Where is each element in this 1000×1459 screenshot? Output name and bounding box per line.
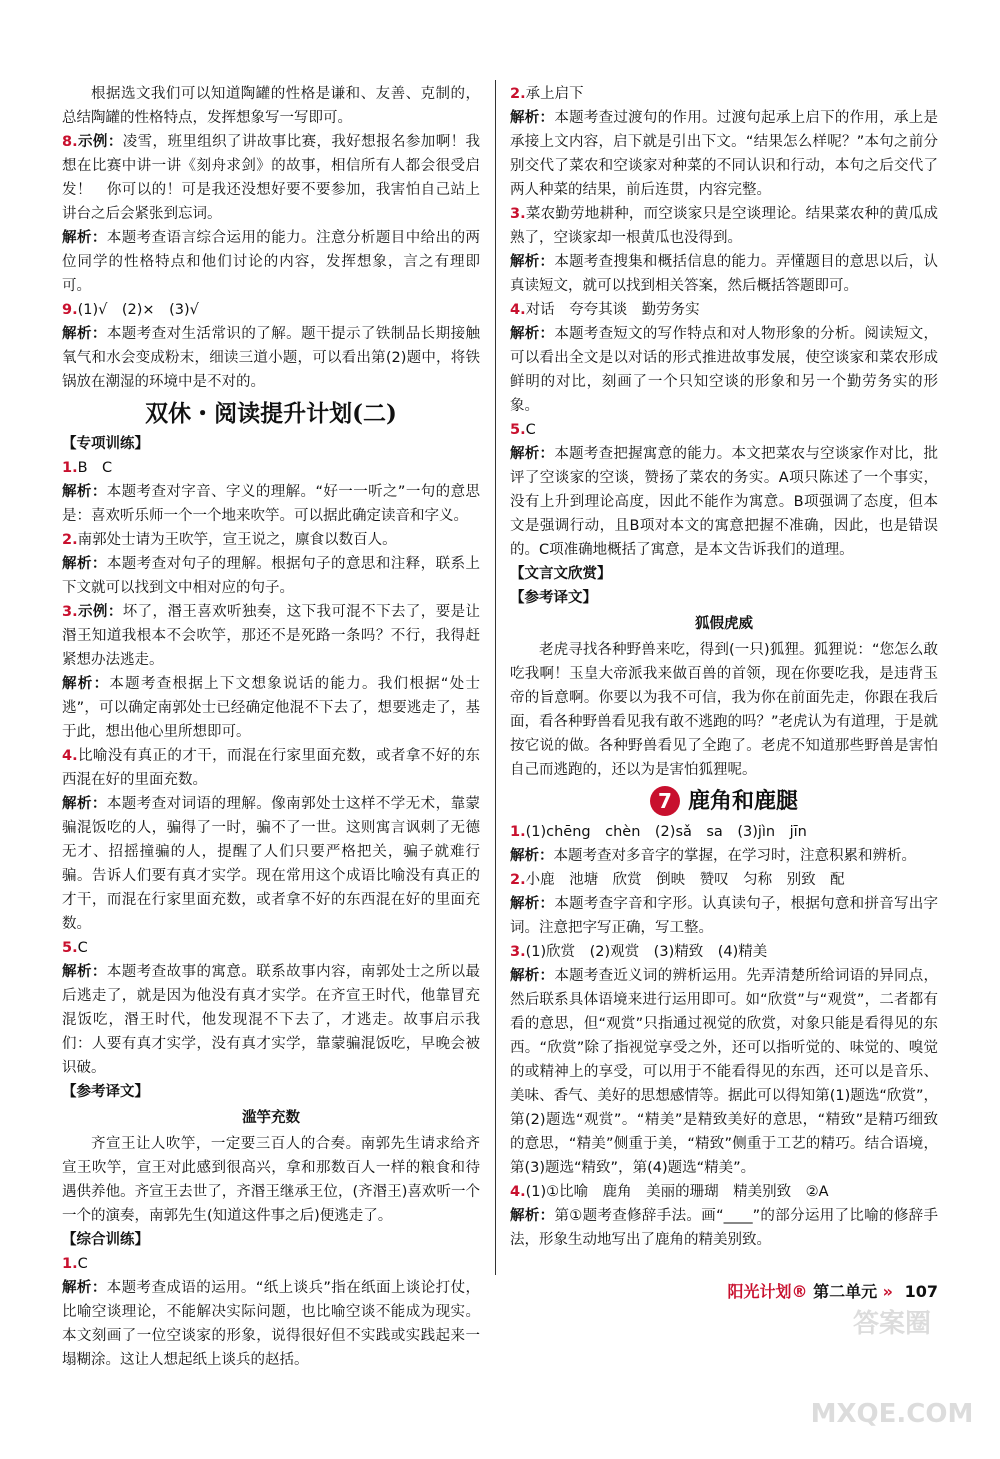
answer-item bbox=[510, 202, 938, 250]
label-tag: 解析： bbox=[510, 446, 555, 462]
question-number: 5. bbox=[62, 940, 78, 956]
answer-item bbox=[62, 600, 480, 672]
left-column bbox=[62, 82, 480, 1372]
text-paragraph bbox=[62, 1132, 480, 1228]
paragraph-text: 本题考查对词语的理解。像南郭处士这样不学无术，靠蒙骗混饭吃的人，骗得了一时，骗不了一世。这则寓言讽刺了无德无才、招摇撞骗的人，提醒了人们只要严格把关，骗子就难行骗。告诉人们要有真才实学。现在常用这个成语比喻没有真正的才干，而混在行家里面充数，或者拿不好的东西混在好的里面充数。 bbox=[62, 796, 481, 932]
lesson-number-badge: 7 bbox=[650, 786, 680, 816]
paragraph-text: C bbox=[77, 940, 88, 956]
paragraph-text: 本题考查字音和字形。认真读句子，根据句意和拼音写出字词。注意把字写正确，写工整。 bbox=[510, 896, 939, 936]
paragraph-text: 第①题考查修辞手法。画“____”的部分运用了比喻的修辞手法，形象生动地写出了鹿角的精美别致。 bbox=[510, 1208, 938, 1248]
right-column bbox=[510, 82, 938, 1252]
paragraph-text: (1)①比喻 鹿角 美丽的珊瑚 精美别致 ②A bbox=[525, 1184, 829, 1200]
question-number: 4. bbox=[62, 748, 78, 764]
paragraph-text: (1)chēng chèn (2)sǎ sa (3)jìn jīn bbox=[525, 824, 807, 840]
question-number: 3. bbox=[62, 604, 78, 620]
question-number: 2. bbox=[510, 86, 526, 102]
analysis-paragraph bbox=[62, 226, 480, 298]
question-number: 1. bbox=[62, 460, 78, 476]
label-tag: 解析： bbox=[62, 230, 107, 246]
answer-item bbox=[62, 130, 480, 226]
paragraph-text: 本题考查成语的运用。“纸上谈兵”指在纸面上谈论打仗，比喻空谈理论，不能解决实际问题，也比喻空谈不能成为现实。本文刻画了一位空谈家的形象，说得很好但不实践或实践起来一塌糊涂。这让人想起纸上谈兵的赵括。 bbox=[62, 1280, 480, 1368]
section-label: 【参考译文】 bbox=[62, 1084, 149, 1100]
answer-item bbox=[62, 744, 480, 792]
answer-item bbox=[510, 940, 938, 964]
analysis-paragraph bbox=[510, 106, 938, 202]
analysis-paragraph bbox=[62, 480, 480, 528]
paragraph-text: 菜农勤劳地耕种，而空谈家只是空谈理论。结果菜农种的黄瓜成熟了，空谈家却一根黄瓜也没得到。 bbox=[510, 206, 938, 246]
label-tag: 解析： bbox=[510, 968, 555, 984]
lesson-heading bbox=[510, 786, 938, 816]
analysis-paragraph bbox=[510, 964, 938, 1180]
paragraph-text: 小鹿 池塘 欣赏 倒映 赞叹 匀称 别致 配 bbox=[525, 872, 845, 888]
answer-item bbox=[510, 820, 938, 844]
analysis-paragraph bbox=[510, 1204, 938, 1252]
paragraph-text: 根据选文我们可以知道陶罐的性格是谦和、友善、克制的，总结陶罐的性格特点，发挥想象写一写即可。 bbox=[62, 86, 480, 126]
paragraph-text: 本题考查搜集和概括信息的能力。弄懂题目的意思以后，认真读短文，就可以找到相关答案，然后概括答题即可。 bbox=[510, 254, 939, 294]
label-tag: 解析： bbox=[62, 796, 107, 812]
paragraph-text: 承上启下 bbox=[525, 86, 584, 102]
text-paragraph bbox=[510, 638, 938, 782]
question-number: 5. bbox=[510, 422, 526, 438]
paragraph-text: 对话 夸夸其谈 勤劳务实 bbox=[525, 302, 700, 318]
analysis-paragraph bbox=[510, 892, 938, 940]
label-tag: 解析： bbox=[510, 1208, 555, 1224]
paragraph-text: B C bbox=[77, 460, 113, 476]
column-divider bbox=[495, 80, 496, 1275]
paragraph-text: 坏了，湣王喜欢听独奏，这下我可混不下去了，要是让湣王知道我根本不会吹竽，那还不是死路一条吗？不行，我得赶紧想办法逃走。 bbox=[62, 604, 481, 668]
label-tag: 解析： bbox=[62, 484, 107, 500]
label-tag: 示例： bbox=[77, 134, 123, 150]
paragraph-text: 本题考查对句子的理解。根据句子的意思和注释，联系上下文就可以找到文中相对应的句子。 bbox=[62, 556, 481, 596]
paragraph-text: 本题考查对字音、字义的理解。“好一一听之”一句的意思是：喜欢听乐师一个一个地来吹竽。可以据此确定读音和字义。 bbox=[62, 484, 480, 524]
passage-title: 滥竽充数 bbox=[242, 1110, 300, 1126]
paragraph-text: 本题考查故事的寓意。联系故事内容，南郭处士之所以最后逃走了，就是因为他没有真才实学。在齐宣王时代，他靠冒充混饭吃，湣王时代，他发现混不下去了，才逃走。故事启示我们：人要有真才实学，没有真才实学，靠蒙骗混饭吃，早晚会被识破。 bbox=[62, 964, 481, 1076]
answer-item bbox=[510, 1180, 938, 1204]
question-number: 1. bbox=[62, 1256, 78, 1272]
question-number: 2. bbox=[510, 872, 526, 888]
analysis-paragraph bbox=[62, 322, 480, 394]
label-tag: 解析： bbox=[510, 848, 554, 864]
footer-brand: 阳光计划® bbox=[727, 1282, 808, 1301]
question-number: 1. bbox=[510, 824, 526, 840]
paragraph-text: 南郭处士请为王吹竽，宣王说之，廪食以数百人。 bbox=[77, 532, 397, 548]
label-tag: 解析： bbox=[510, 896, 555, 912]
question-number: 4. bbox=[510, 1184, 526, 1200]
section-label: 【参考译文】 bbox=[510, 590, 597, 606]
paragraph-text: 老虎寻找各种野兽来吃，得到(一只)狐狸。狐狸说：“您怎么敢吃我啊！玉皇大帝派我来做百兽的首领，现在你要吃我，是违背玉帝的旨意啊。你要以为我不可信，我为你在前面先走，你跟在我后面，看各种野兽看见我有敢不逃跑的吗？”老虎认为有道理，于是就按它说的做。各种野兽看见了全跑了。老虎不知道那些野兽是害怕自己而逃跑的，还以为是害怕狐狸呢。 bbox=[510, 642, 939, 778]
analysis-paragraph bbox=[510, 250, 938, 298]
text-paragraph bbox=[62, 82, 480, 130]
paragraph-text: 本题考查近义词的辨析运用。先弄清楚所给词语的异同点，然后联系具体语境来进行运用即可。如“欣赏”与“观赏”，二者都有看的意思，但“观赏”只指通过视觉的欣赏，对象只能是看得见的东西。“欣赏”除了指视觉享受之外，还可以指听觉的、味觉的、嗅觉的或精神上的享受，可以用于不能看得见的东西，还可以是音乐、美味、香气、美好的思想感情等。据此可以得知第(1)题选“欣赏”，第(2)题选“观赏”。“精美”是精致美好的意思，“精致”是精巧细致的意思，“精美”侧重于美，“精致”侧重于工艺的精巧。结合语境，第(3)题选“精致”，第(4)题选“精美”。 bbox=[510, 968, 939, 1176]
section-label: 【专项训练】 bbox=[62, 436, 149, 452]
footer-arrows: » bbox=[882, 1282, 894, 1301]
section-title: 双休・阅读提升计划(二) bbox=[145, 400, 397, 427]
paragraph-text: 比喻没有真正的才干，而混在行家里面充数，或者拿不好的东西混在好的里面充数。 bbox=[62, 748, 480, 788]
paragraph-text: 本题考查短文的写作特点和对人物形象的分析。阅读短文，可以看出全文是以对话的形式推进故事发展，使空谈家和菜农形成鲜明的对比，刻画了一个只知空谈的形象和另一个勤劳务实的形象。 bbox=[510, 326, 939, 414]
question-number: 4. bbox=[510, 302, 526, 318]
analysis-paragraph bbox=[62, 960, 480, 1080]
answer-item bbox=[62, 1252, 480, 1276]
paragraph-text: (1)√ (2)× (3)√ bbox=[77, 302, 199, 318]
paragraph-text: 凌雪，班里组织了讲故事比赛，我好想报名参加啊！我想在比赛中讲一讲《刻舟求剑》的故事，相信所有人都会很受启发！ 你可以的！可是我还没想好要不要参加，我害怕自己站上讲台之后会紧张到忘词。 bbox=[62, 134, 481, 222]
label-tag: 解析： bbox=[510, 254, 555, 270]
answer-item bbox=[62, 936, 480, 960]
answer-item bbox=[510, 298, 938, 322]
section-label: 【文言文欣赏】 bbox=[510, 566, 612, 582]
paragraph-text: 本题考查对生活常识的了解。题干提示了铁制品长期接触氧气和水会变成粉末，细读三道小题，可以看出第(2)题中，将铁锅放在潮湿的环境中是不对的。 bbox=[62, 326, 481, 390]
paragraph-text: C bbox=[525, 422, 536, 438]
label-tag: 解析： bbox=[62, 1280, 107, 1296]
footer-unit: 第二单元 bbox=[813, 1282, 878, 1301]
watermark: 答案圈 MXQE.COM bbox=[810, 1309, 974, 1429]
answer-item bbox=[62, 456, 480, 480]
paragraph-text: (1)欣赏 (2)观赏 (3)精致 (4)精美 bbox=[525, 944, 768, 960]
label-tag: 解析： bbox=[62, 326, 107, 342]
passage-title: 狐假虎威 bbox=[695, 616, 753, 632]
lesson-title: 鹿角和鹿腿 bbox=[687, 788, 798, 814]
answer-item bbox=[62, 528, 480, 552]
answer-item bbox=[510, 418, 938, 442]
question-number: 8. bbox=[62, 134, 78, 150]
paragraph-text: C bbox=[77, 1256, 88, 1272]
label-tag: 解析： bbox=[62, 676, 110, 692]
label-tag: 示例： bbox=[77, 604, 123, 620]
analysis-paragraph bbox=[510, 322, 938, 418]
answer-item bbox=[510, 82, 938, 106]
label-tag: 解析： bbox=[62, 556, 107, 572]
paragraph-text: 本题考查根据上下文想象说话的能力。我们根据“处士逃”，可以确定南郭处士已经确定他混不下去了，想要逃走了，基于此，想出他心里所想即可。 bbox=[62, 676, 481, 740]
page-number: 107 bbox=[904, 1282, 938, 1301]
label-tag: 解析： bbox=[510, 326, 555, 342]
question-number: 3. bbox=[510, 944, 526, 960]
answer-item bbox=[510, 868, 938, 892]
analysis-paragraph bbox=[62, 552, 480, 600]
section-label: 【综合训练】 bbox=[62, 1232, 149, 1248]
answer-item bbox=[62, 298, 480, 322]
paragraph-text: 本题考查把握寓意的能力。本文把菜农与空谈家作对比，批评了空谈家的空谈，赞扬了菜农的务实。A项只陈述了一个事实，没有上升到理论高度，因此不能作为寓意。B项强调了态度，但本文是强调行动，且B项对本文的寓意把握不准确，因此，也是错误的。C项准确地概括了寓意，是本文告诉我们的道理。 bbox=[510, 446, 939, 558]
analysis-paragraph bbox=[510, 442, 938, 562]
analysis-paragraph bbox=[62, 672, 480, 744]
paragraph-text: 齐宣王让人吹竽，一定要三百人的合奏。南郭先生请求给齐宣王吹竽，宣王对此感到很高兴，拿和那数百人一样的粮食和待遇供养他。齐宣王去世了，齐湣王继承王位，(齐湣王)喜欢听一个一个的演奏，南郭先生(知道这件事之后)便逃走了。 bbox=[62, 1136, 480, 1224]
analysis-paragraph bbox=[62, 1276, 480, 1372]
question-number: 3. bbox=[510, 206, 526, 222]
analysis-paragraph bbox=[510, 844, 938, 868]
question-number: 9. bbox=[62, 302, 78, 318]
paragraph-text: 本题考查语言综合运用的能力。注意分析题目中给出的两位同学的性格特点和他们讨论的内容，发挥想象，言之有理即可。 bbox=[62, 230, 481, 294]
question-number: 2. bbox=[62, 532, 78, 548]
analysis-paragraph bbox=[62, 792, 480, 936]
label-tag: 解析： bbox=[510, 110, 555, 126]
paragraph-text: 本题考查对多音字的掌握，在学习时，注意积累和辨析。 bbox=[553, 848, 916, 864]
label-tag: 解析： bbox=[62, 964, 107, 980]
paragraph-text: 本题考查过渡句的作用。过渡句起承上启下的作用，承上是承接上文内容，启下就是引出下文。“结果怎么样呢？”本句之前分别交代了菜农和空谈家对种菜的不同认识和行动，本句之后交代了两人种菜的结果，前后连贯，内容完整。 bbox=[510, 110, 939, 198]
